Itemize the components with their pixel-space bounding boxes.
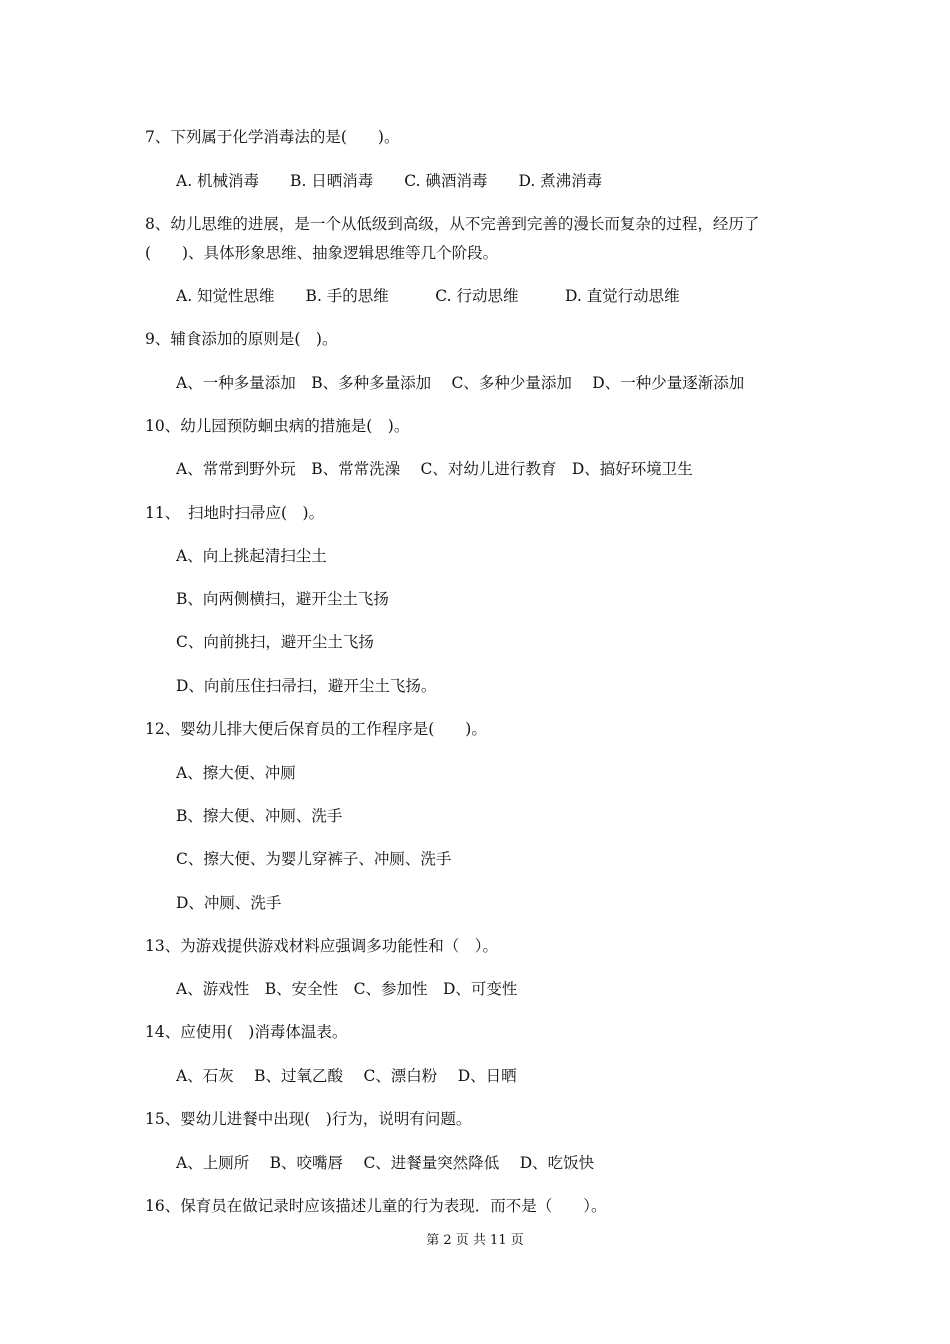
question-stem: 9、辅食添加的原则是( )。 [145,330,338,348]
question-stem: 13、为游戏提供游戏材料应强调多功能性和（ ）。 [145,937,498,955]
answer-options: C、擦大便、为婴儿穿裤子、冲厕、洗手 [176,850,452,868]
question-stem: 12、婴幼儿排大便后保育员的工作程序是( )。 [145,720,487,738]
question-stem: 7、下列属于化学消毒法的是( )。 [145,128,400,146]
answer-options: C、向前挑扫，避开尘土飞扬 [176,633,374,651]
answer-options: A. 知觉性思维 B. 手的思维 C. 行动思维 D. 直觉行动思维 [176,287,680,305]
question-stem: 16、保育员在做记录时应该描述儿童的行为表现．而不是（ ）。 [145,1197,607,1215]
answer-options: D、向前压住扫帚扫，避开尘土飞扬。 [176,677,437,695]
answer-options: A、上厕所 B、咬嘴唇 C、进餐量突然降低 D、吃饭快 [176,1154,595,1172]
question-stem: 14、应使用( )消毒体温表。 [145,1023,348,1041]
answer-options: A、游戏性 B、安全性 C、参加性 D、可变性 [176,980,518,998]
question-stem: 8、幼儿思维的进展，是一个从低级到高级，从不完善到完善的漫长而复杂的过程，经历了 [145,215,760,233]
answer-options: B、擦大便、冲厕、洗手 [176,807,343,825]
answer-options: A、向上挑起清扫尘土 [176,547,327,565]
question-stem: 10、幼儿园预防蛔虫病的措施是( )。 [145,417,410,435]
answer-options: A、石灰 B、过氧乙酸 C、漂白粉 D、日晒 [176,1067,517,1085]
answer-options: A、常常到野外玩 B、常常洗澡 C、对幼儿进行教育 D、搞好环境卫生 [176,460,693,478]
page-footer: 第 2 页 共 11 页 [426,1233,524,1248]
answer-options: B、向两侧横扫，避开尘土飞扬 [176,590,389,608]
answer-options: A. 机械消毒 B. 日晒消毒 C. 碘酒消毒 D. 煮沸消毒 [176,172,603,190]
question-stem: ( )、具体形象思维、抽象逻辑思维等几个阶段。 [145,244,499,262]
question-stem: 11、 扫地时扫帚应( )。 [145,504,325,522]
question-stem: 15、婴幼儿进餐中出现( )行为，说明有问题。 [145,1110,472,1128]
answer-options: D、冲厕、洗手 [176,894,282,912]
answer-options: A、擦大便、冲厕 [176,764,296,782]
answer-options: A、一种多量添加 B、多种多量添加 C、多种少量添加 D、一种少量逐渐添加 [176,374,745,392]
